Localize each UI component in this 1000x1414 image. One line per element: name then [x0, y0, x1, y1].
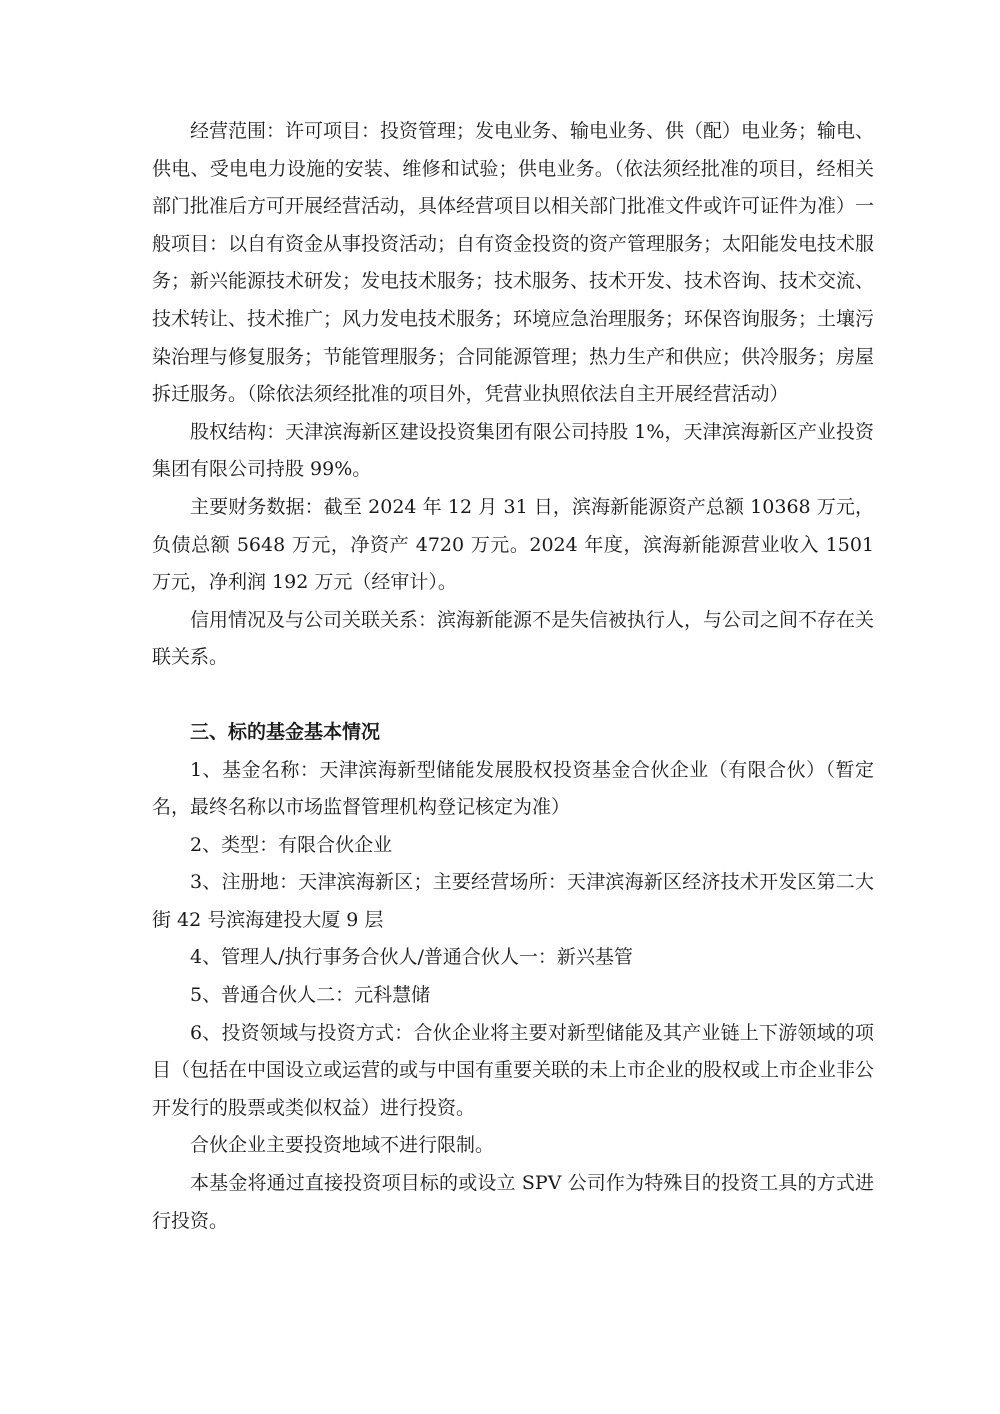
- fund-type-paragraph: 2、类型：有限合伙企业: [190, 833, 393, 856]
- investment-method-paragraph: 本基金将通过直接投资项目标的或设立 SPV 公司作为特殊目的投资工具的方式进行投资。: [152, 1172, 874, 1232]
- fund-manager-paragraph: 4、管理人/执行事务合伙人/普通合伙人一：新兴基管: [190, 946, 633, 969]
- business-scope-paragraph: 经营范围：许可项目：投资管理；发电业务、输电业务、供（配）电业务；输电、供电、受电电力设施的安装、维修和试验；供电业务。（依法须经批准的项目，经相关部门批准后方可开展经营活动，具体经营项目以相关部门批准文件或许可证件为准）一般项目：以自有资金从事投资活动；自有资金投资的资产管理服务；太阳能发电技术服务；新兴能源技术研发；发电技术服务；技术服务、技术开发、技术咨询、技术交流、技术转让、技术推广；风力发电技术服务；环境应急治理服务；环保咨询服务；土壤污染治理与修复服务；节能管理服务；合同能源管理；热力生产和供应；供冷服务；房屋拆迁服务。（除依法须经批准的项目外，凭营业执照依法自主开展经营活动）: [152, 120, 875, 406]
- financial-data-paragraph: 主要财务数据：截至 2024 年 12 月 31 日，滨海新能源资产总额 10368 万元，负债总额 5648 万元，净资产 4720 万元。2024 年度，滨海新能源营业收入 1501 万元，净利润 192 万元（经审计）。: [152, 495, 874, 594]
- document-body: [152, 113, 874, 1240]
- investment-field-paragraph: 6、投资领域与投资方式：合伙企业将主要对新型储能及其产业链上下游领域的项目（包括在中国设立或运营的或与中国有重要关联的未上市企业的股权或上市企业非公开发行的股票或类似权益）进行投资。: [152, 1021, 875, 1119]
- investment-region-paragraph: 合伙企业主要投资地域不进行限制。: [190, 1134, 495, 1157]
- equity-structure-paragraph: 股权结构：天津滨海新区建设投资集团有限公司持股 1%，天津滨海新区产业投资集团有限公司持股 99%。: [152, 420, 874, 481]
- general-partner-two-paragraph: 5、普通合伙人二：元科慧储: [190, 984, 431, 1007]
- section-heading: 三、标的基金基本情况: [190, 720, 381, 743]
- credit-status-paragraph: 信用情况及与公司关联关系：滨海新能源不是失信被执行人，与公司之间不存在关联关系。: [152, 608, 875, 669]
- fund-name-paragraph: 1、基金名称：天津滨海新型储能发展股权投资基金合伙企业（有限合伙）（暂定名，最终名称以市场监督管理机构登记核定为准）: [152, 758, 874, 819]
- fund-location-paragraph: 3、注册地：天津滨海新区；主要经营场所：天津滨海新区经济技术开发区第二大街 42 号滨海建投大厦 9 层: [152, 871, 874, 931]
